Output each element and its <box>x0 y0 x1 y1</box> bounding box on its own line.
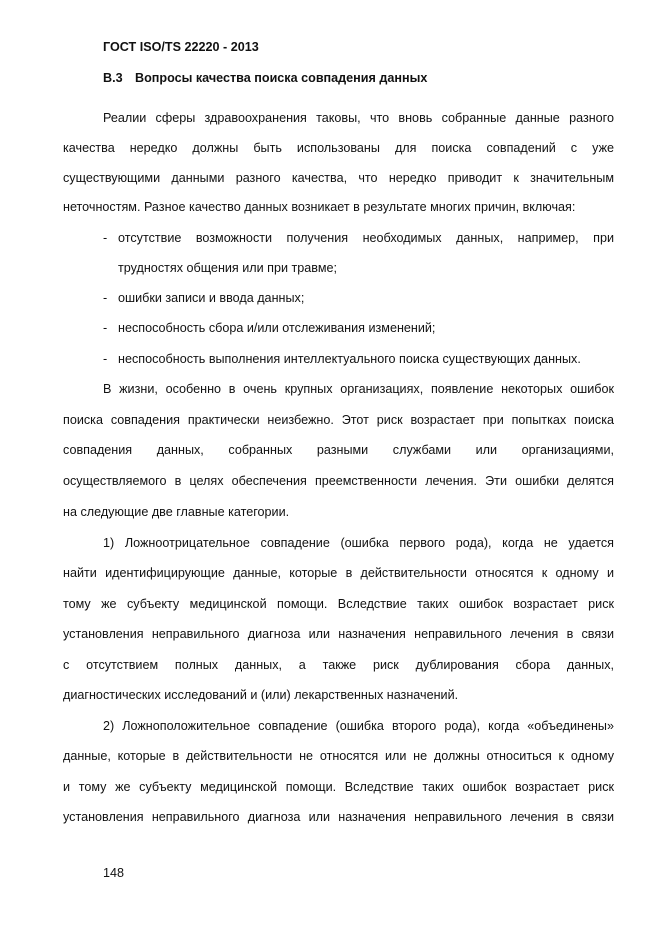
paragraph-line: Реалии сферы здравоохранения таковы, что вновь собранные данные разного <box>103 111 614 125</box>
paragraph-line: тому же субъекту медицинской помощи. Вследствие таких ошибок возрастает риск <box>63 597 614 611</box>
paragraph-line: 1) Ложноотрицательное совпадение (ошибка первого рода), когда не удается <box>103 536 614 550</box>
section-number: B.3 <box>103 71 123 85</box>
bullet-dash: - <box>103 291 108 305</box>
bullet-dash: - <box>103 231 108 245</box>
bullet-text: неспособность сбора и/или отслеживания изменений; <box>118 321 436 335</box>
page-number: 148 <box>103 866 125 880</box>
bullet-text: отсутствие возможности получения необходимых данных, например, при <box>118 231 614 245</box>
paragraph-line: диагностических исследований и (или) лекарственных назначений. <box>63 688 459 702</box>
bullet-text: неспособность выполнения интеллектуального поиска существующих данных. <box>118 352 581 366</box>
bullet-dash: - <box>103 321 108 335</box>
paragraph-line: совпадения данных, собранных разными службами или организациями, <box>63 443 614 457</box>
paragraph-line: данные, которые в действительности не относятся или не должны относиться к одному <box>63 749 614 763</box>
paragraph-line: с отсутствием полных данных, а также риск дублирования сбора данных, <box>63 658 614 672</box>
paragraph-line: осуществляемого в целях обеспечения преемственности лечения. Эти ошибки делятся <box>63 474 614 488</box>
paragraph-line: и тому же субъекту медицинской помощи. Вследствие таких ошибок возрастает риск <box>63 780 614 794</box>
paragraph-line: неточностям. Разное качество данных возникает в результате многих причин, включая: <box>63 200 576 214</box>
bullet-text: ошибки записи и ввода данных; <box>118 291 305 305</box>
section-heading <box>103 71 427 85</box>
paragraph-line: В жизни, особенно в очень крупных организациях, появление некоторых ошибок <box>103 382 614 396</box>
paragraph-line: качества нередко должны быть использованы для поиска совпадений с уже <box>63 141 614 155</box>
paragraph-line: поиска совпадения практически неизбежно. Этот риск возрастает при попытках поиска <box>63 413 614 427</box>
section-title: Вопросы качества поиска совпадения данных <box>135 71 428 85</box>
paragraph-line: установления неправильного диагноза или назначения неправильного лечения в связи <box>63 627 614 641</box>
standard-header: ГОСТ ISO/TS 22220 - 2013 <box>103 40 259 54</box>
paragraph-line: 2) Ложноположительное совпадение (ошибка второго рода), когда «объединены» <box>103 719 614 733</box>
paragraph-line: на следующие две главные категории. <box>63 505 290 519</box>
bullet-text: трудностях общения или при травме; <box>118 261 338 275</box>
paragraph-line: установления неправильного диагноза или назначения неправильного лечения в связи <box>63 810 614 824</box>
paragraph-line: найти идентифицирующие данные, которые в действительности относятся к одному и <box>63 566 614 580</box>
paragraph-line: существующими данными разного качества, что нередко приводит к значительным <box>63 171 614 185</box>
bullet-dash: - <box>103 352 108 366</box>
